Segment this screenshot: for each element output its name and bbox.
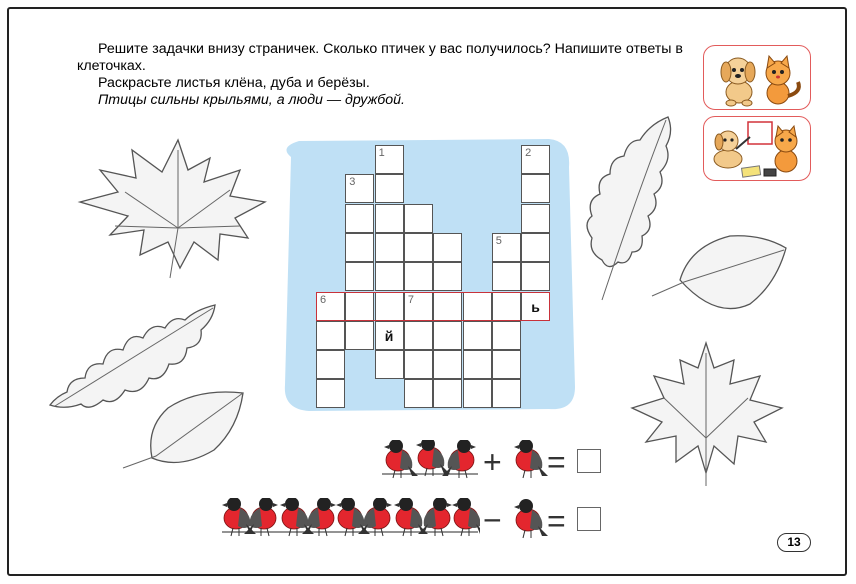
given-letter: й [384, 327, 394, 344]
clue-number: 2 [525, 147, 532, 159]
crossword-cell[interactable] [345, 262, 374, 291]
crossword-cell[interactable] [345, 174, 374, 203]
given-letter: ь [531, 298, 540, 315]
crossword-cell[interactable] [404, 292, 433, 321]
maple-leaf-icon [628, 338, 786, 488]
crossword-cell[interactable] [433, 292, 462, 321]
bullfinch-group-3 [380, 440, 480, 490]
proverb: Птицы сильны крыльями, а люди — дружбой. [98, 92, 405, 108]
crossword-cell[interactable] [375, 145, 404, 174]
crossword-cell[interactable] [433, 350, 462, 379]
minus-sign: − [483, 502, 502, 538]
crossword-cell[interactable] [345, 292, 374, 321]
crossword-cell[interactable] [404, 379, 433, 408]
crossword-cell[interactable] [375, 321, 404, 350]
crossword-cell[interactable] [433, 233, 462, 262]
crossword-cell[interactable] [463, 292, 492, 321]
crossword-cell[interactable] [375, 292, 404, 321]
crossword-cell[interactable] [492, 292, 521, 321]
crossword-cell[interactable] [404, 204, 433, 233]
crossword-cell[interactable] [521, 204, 550, 233]
plus-sign: + [483, 444, 502, 480]
bullfinch-icon [384, 440, 418, 478]
bullfinch-icon [416, 440, 450, 476]
bullfinch-icon [514, 440, 548, 478]
clue-number: 5 [495, 234, 502, 247]
crossword-cell[interactable] [404, 350, 433, 379]
kitten-icon [775, 126, 797, 172]
equals-sign: = [547, 444, 566, 480]
puppy-icon [714, 131, 750, 168]
crossword-cell[interactable] [492, 321, 521, 350]
crossword-cell[interactable] [521, 174, 550, 203]
crossword-cell[interactable] [375, 233, 404, 262]
crossword-cell[interactable] [521, 262, 550, 291]
crossword-cell[interactable] [463, 321, 492, 350]
crossword-cell[interactable] [375, 262, 404, 291]
answer-box-2[interactable] [577, 507, 601, 531]
bullfinch-icon [514, 499, 548, 538]
page-number: 13 [777, 533, 811, 552]
instruction-color: Раскрасьте листья клёна, дуба и берёзы. [98, 75, 370, 91]
crossword-cell[interactable] [433, 321, 462, 350]
crossword-cell[interactable] [492, 379, 521, 408]
crossword-cell[interactable] [375, 174, 404, 203]
puppy-kitten-drawing-card [703, 116, 811, 181]
crossword-cell[interactable] [521, 145, 550, 174]
crossword-cell[interactable] [492, 350, 521, 379]
bullfinch-icon [442, 440, 476, 478]
bullfinch-group-1b [508, 498, 548, 552]
crossword-cell[interactable] [463, 350, 492, 379]
crossword-cell[interactable] [433, 262, 462, 291]
crossword-cell[interactable] [463, 379, 492, 408]
crossword-area [279, 137, 577, 413]
puppy-kitten-card [703, 45, 811, 110]
crossword-cell[interactable] [316, 350, 345, 379]
crossword-cell[interactable] [404, 321, 433, 350]
clue-number: 1 [378, 147, 385, 159]
bullfinch-icon [452, 498, 480, 536]
clue-number: 6 [320, 293, 327, 306]
crossword-cell[interactable] [345, 233, 374, 262]
instructions [77, 41, 689, 109]
crossword-cell[interactable] [492, 233, 521, 262]
crossword-cell[interactable] [404, 233, 433, 262]
crossword-cell[interactable] [492, 262, 521, 291]
equals-sign: = [547, 503, 566, 539]
bullfinch-group-1 [508, 440, 548, 490]
instruction-task: Решите задачки внизу страничек. Сколько птичек у вас получилось? Напишите ответы в клеточках. [77, 41, 683, 74]
clue-number: 3 [349, 176, 356, 189]
crossword-cell[interactable] [404, 262, 433, 291]
maple-leaf-icon [70, 130, 275, 280]
clue-number: 7 [407, 293, 415, 306]
bullfinch-group-9 [220, 498, 480, 552]
answer-box-1[interactable] [577, 449, 601, 473]
crossword-cell[interactable] [521, 233, 550, 262]
kitten-icon [766, 56, 799, 104]
birch-leaf-icon [650, 228, 790, 323]
crossword-cell[interactable] [345, 321, 374, 350]
crossword-cell[interactable] [345, 204, 374, 233]
crossword-cell[interactable] [316, 321, 345, 350]
crossword-cell[interactable] [316, 292, 345, 321]
crossword-cell[interactable] [433, 379, 462, 408]
birch-leaf-icon [118, 388, 248, 473]
crossword-cell[interactable] [375, 350, 404, 379]
puppy-icon [721, 58, 755, 106]
crossword-cell[interactable] [521, 292, 550, 321]
crossword-cell[interactable] [316, 379, 345, 408]
bullfinch-icon [418, 498, 452, 536]
crossword-cell[interactable] [375, 204, 404, 233]
